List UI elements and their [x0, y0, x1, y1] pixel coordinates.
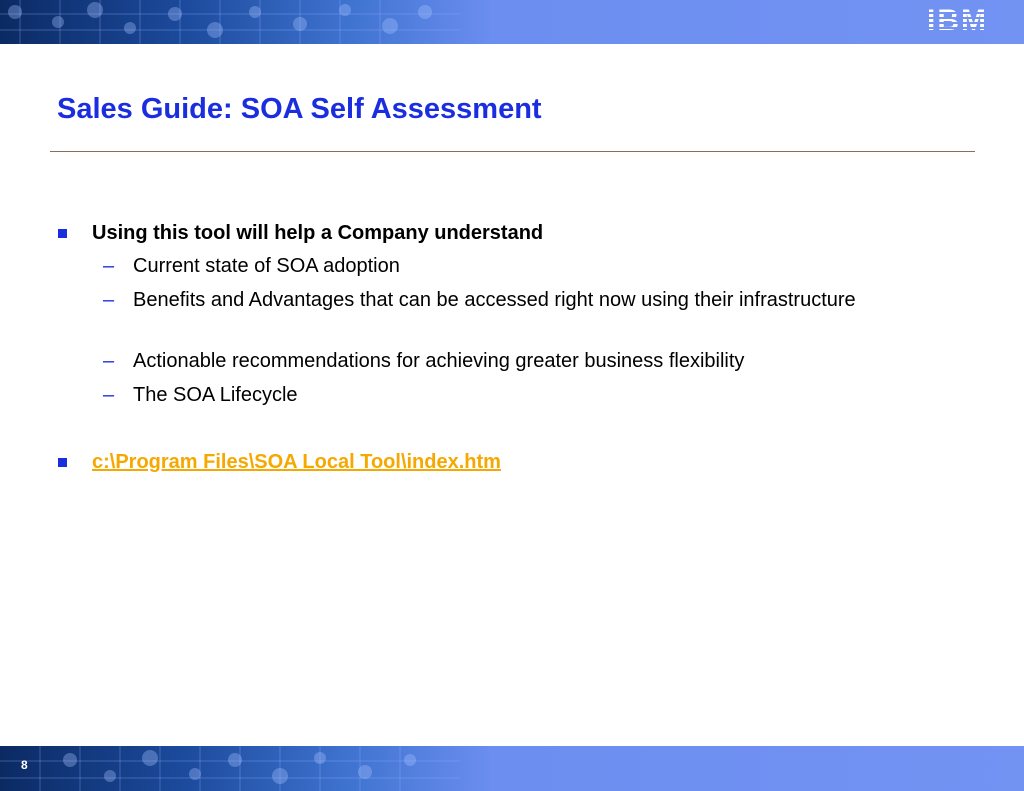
dash-bullet-icon: –	[103, 350, 115, 372]
slide-title: Sales Guide: SOA Self Assessment	[57, 93, 542, 125]
page-number: 8	[21, 758, 28, 772]
header-decoration	[0, 0, 460, 44]
square-bullet-icon	[58, 458, 67, 467]
dash-bullet-icon: –	[103, 255, 115, 277]
header-band	[0, 0, 1024, 44]
sub-bullet-text: Benefits and Advantages that can be accessed right now using their infrastructure	[133, 289, 856, 311]
dash-bullet-icon: –	[103, 289, 115, 311]
tool-path-link[interactable]: c:\Program Files\SOA Local Tool\index.htm	[92, 451, 501, 473]
bullet-text: Using this tool will help a Company understand	[92, 222, 544, 244]
sub-bullet-text: The SOA Lifecycle	[133, 384, 298, 406]
title-divider	[50, 151, 975, 152]
footer-band	[0, 746, 1024, 791]
dash-bullet-icon: –	[103, 384, 115, 406]
footer-decoration	[0, 746, 460, 791]
sub-bullet-text: Actionable recommendations for achieving greater business flexibility	[133, 350, 745, 372]
bullet-link-container	[92, 449, 501, 475]
ibm-logo: IBM	[927, 4, 988, 37]
sub-bullet-text: Current state of SOA adoption	[133, 255, 400, 277]
square-bullet-icon	[58, 229, 67, 238]
